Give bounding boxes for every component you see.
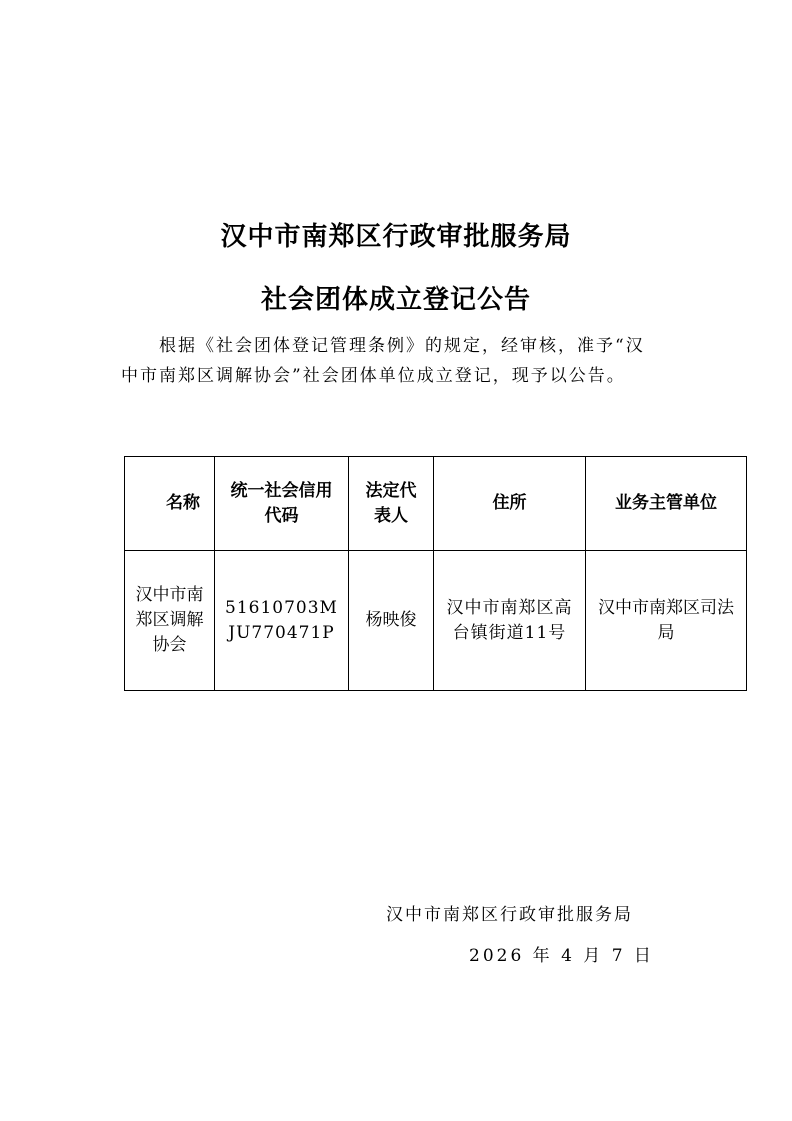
signature-date: 2026 年 4 月 7 日	[469, 946, 654, 966]
cell-credit-code: 51610703MJU770471P	[215, 551, 349, 691]
document-title: 汉中市南郑区行政审批服务局	[220, 222, 572, 252]
header-legal-representative: 法定代表人	[349, 457, 434, 551]
cell-name: 汉中市南郑区调解协会	[125, 551, 215, 691]
cell-supervising-unit: 汉中市南郑区司法局	[586, 551, 747, 691]
header-credit-code: 统一社会信用代码	[215, 457, 349, 551]
table-row	[125, 551, 747, 691]
header-supervising-unit: 业务主管单位	[586, 457, 747, 551]
document-subtitle: 社会团体成立登记公告	[260, 285, 531, 315]
header-name: 名称	[125, 457, 215, 551]
cell-address: 汉中市南郑区高台镇街道11号	[434, 551, 586, 691]
cell-legal-representative: 杨映俊	[349, 551, 434, 691]
signature-organization: 汉中市南郑区行政审批服务局	[386, 905, 633, 925]
header-address: 住所	[434, 457, 586, 551]
body-paragraph: 根据《社会团体登记管理条例》的规定，经审核，准予“汉中市南郑区调解协会”社会团体单位成立登记，现予以公告。	[121, 336, 645, 386]
table-header-row	[125, 457, 747, 551]
registration-table	[124, 456, 747, 691]
